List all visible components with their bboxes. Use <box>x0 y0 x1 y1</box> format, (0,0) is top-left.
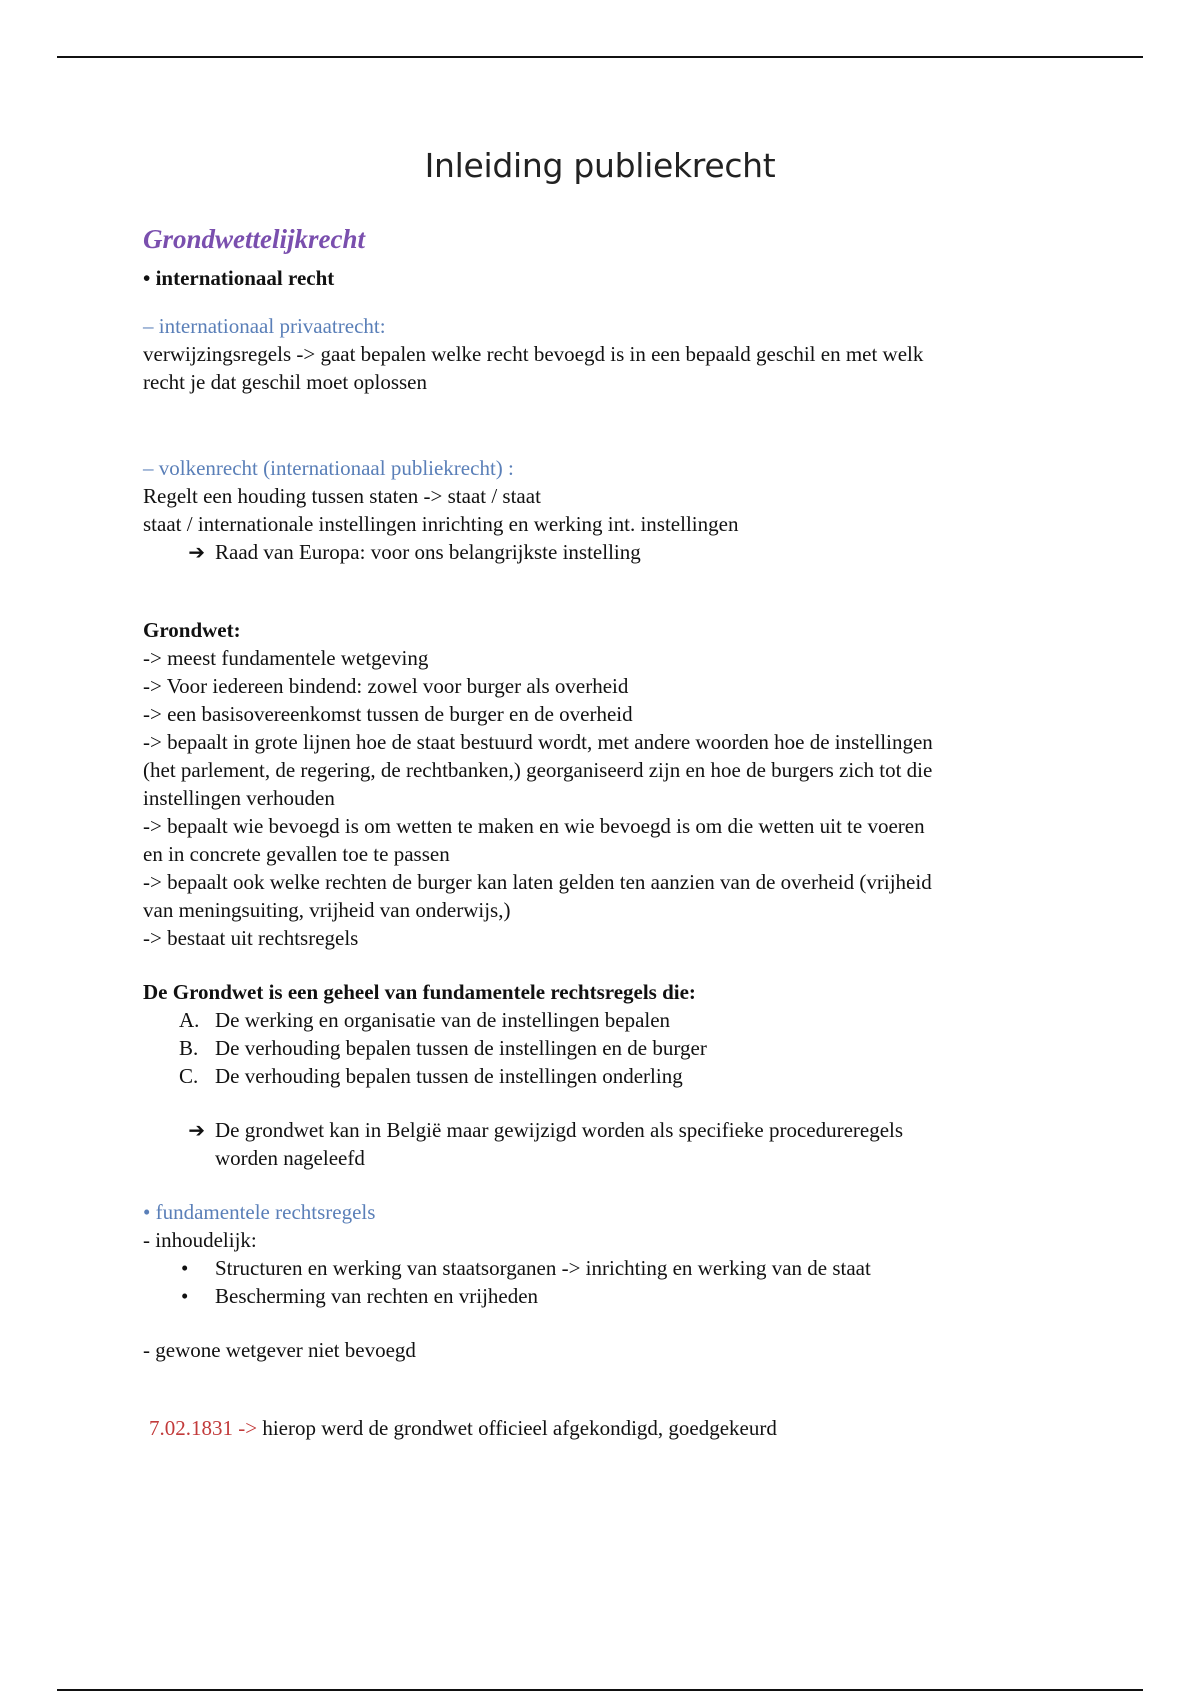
volkenrecht-line: Regelt een houding tussen staten -> staat / staat <box>143 484 541 508</box>
list-marker: B. <box>179 1036 199 1060</box>
bullet-item-text: Bescherming van rechten en vrijheden <box>215 1284 539 1308</box>
grondwet-line: (het parlement, de regering, de rechtbanken,) georganiseerd zijn en hoe de burgers zich tot die <box>143 758 933 782</box>
top-rule <box>57 56 1143 58</box>
bullet-icon: • <box>181 1284 189 1308</box>
bottom-rule <box>57 1689 1143 1691</box>
grondwet-line: -> meest fundamentele wetgeving <box>143 646 429 670</box>
definition-item <box>143 1062 1073 1090</box>
definition-item-text: De verhouding bepalen tussen de instellingen en de burger <box>215 1036 707 1060</box>
arrow-item-line: De grondwet kan in België maar gewijzigd worden als specifieke procedureregels <box>215 1118 904 1142</box>
arrow-icon: ➔ <box>188 1118 205 1142</box>
definition-heading: De Grondwet is een geheel van fundamentele rechtsregels die: <box>143 980 696 1004</box>
ipr-subheading: – internationaal privaatrecht: <box>143 314 386 338</box>
bullet-item-text: Structuren en werking van staatsorganen -> inrichting en werking van de staat <box>215 1256 871 1280</box>
list-marker: C. <box>179 1064 199 1088</box>
date-note-text: hierop werd de grondwet officieel afgekondigd, goedgekeurd <box>257 1416 777 1440</box>
volkenrecht-subheading: – volkenrecht (internationaal publiekrecht) : <box>143 456 514 480</box>
bullet-item <box>143 1254 1073 1282</box>
document-body <box>143 222 1073 1442</box>
ipr-line: verwijzingsregels -> gaat bepalen welke recht bevoegd is in een bepaald geschil en met welk <box>143 342 924 366</box>
ipr-line: recht je dat geschil moet oplossen <box>143 370 428 394</box>
grondwet-line: -> bestaat uit rechtsregels <box>143 926 359 950</box>
bullet-icon: • <box>181 1256 189 1280</box>
grondwet-line: en in concrete gevallen toe te passen <box>143 842 450 866</box>
definition-item-text: De verhouding bepalen tussen de instellingen onderling <box>215 1064 683 1088</box>
definition-arrow-item <box>143 1116 1073 1172</box>
date-note <box>143 1414 1073 1442</box>
arrow-item-text: Raad van Europa: voor ons belangrijkste instelling <box>215 540 641 564</box>
grondwet-line: instellingen verhouden <box>143 786 335 810</box>
grondwet-heading: Grondwet: <box>143 618 241 642</box>
grondwet-line: -> bepaalt in grote lijnen hoe de staat bestuurd wordt, met andere woorden hoe de instellingen <box>143 730 933 754</box>
definition-item <box>143 1034 1073 1062</box>
section-heading: Grondwettelijkrecht <box>143 224 365 254</box>
list-marker: A. <box>179 1008 200 1032</box>
bullet-item <box>143 1282 1073 1310</box>
volkenrecht-arrow-item <box>143 538 1073 566</box>
grondwet-line: -> bepaalt ook welke rechten de burger kan laten gelden ten aanzien van de overheid (vrijheid <box>143 870 932 894</box>
grondwet-line: -> Voor iedereen bindend: zowel voor burger als overheid <box>143 674 629 698</box>
arrow-item-line: worden nageleefd <box>215 1146 365 1170</box>
fundamental-subheading: • fundamentele rechtsregels <box>143 1200 376 1224</box>
legislator-note: - gewone wetgever niet bevoegd <box>143 1338 416 1362</box>
content-label: - inhoudelijk: <box>143 1228 257 1252</box>
grondwet-line: -> bepaalt wie bevoegd is om wetten te maken en wie bevoegd is om die wetten uit te voeren <box>143 814 925 838</box>
page-title: Inleiding publiekrecht <box>424 146 776 185</box>
grondwet-line: van meningsuiting, vrijheid van onderwijs,) <box>143 898 511 922</box>
grondwet-line: -> een basisovereenkomst tussen de burger en de overheid <box>143 702 633 726</box>
volkenrecht-line: staat / internationale instellingen inrichting en werking int. instellingen <box>143 512 739 536</box>
intl-heading: • internationaal recht <box>143 266 335 290</box>
arrow-item-text <box>215 1116 1073 1172</box>
arrow-icon: ➔ <box>188 540 205 564</box>
date-highlight: 7.02.1831 -> <box>149 1416 258 1440</box>
definition-item-text: De werking en organisatie van de instellingen bepalen <box>215 1008 671 1032</box>
definition-item <box>143 1006 1073 1034</box>
